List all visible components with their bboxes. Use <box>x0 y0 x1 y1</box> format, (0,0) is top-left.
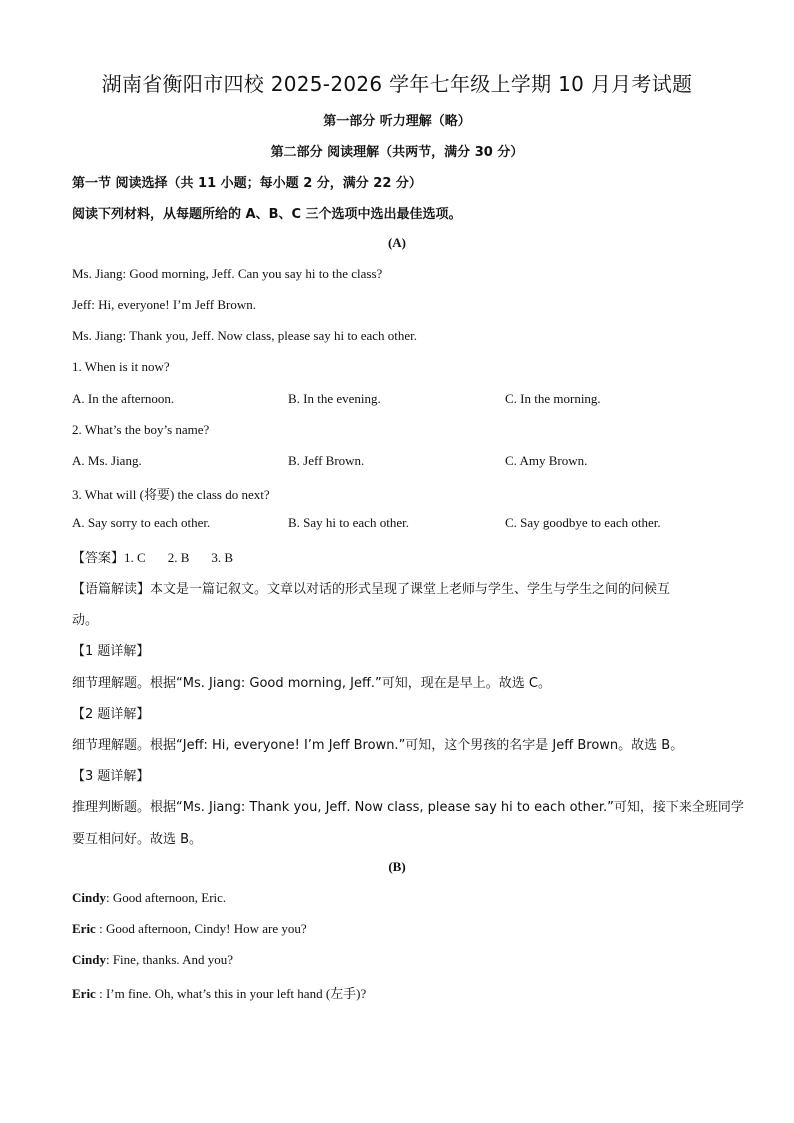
dialogue-text: : Good afternoon, Eric. <box>105 890 227 905</box>
q2-option-b: B. Jeff Brown. <box>288 453 365 468</box>
q1-option-a: A. In the afternoon. <box>72 391 175 406</box>
exam-title: 湖南省衡阳市四校 2025-2026 学年七年级上学期 10 月月考试题 <box>101 72 693 96</box>
dialogue-text: : Fine, thanks. And you? <box>105 952 234 967</box>
detail-2-text: 细节理解题。根据“Jeff: Hi, everyone! I’m Jeff Brown.”可知，这个男孩的名字是 Jeff Brown。故选 B。 <box>72 738 684 753</box>
dialogue-text: : I’m fine. Oh, what’s this in your left hand (左手)? <box>95 986 367 1001</box>
answer-item: 2. B <box>167 550 190 565</box>
speaker-name: Eric <box>72 986 96 1001</box>
dialogue-line: Ms. Jiang: Thank you, Jeff. Now class, please say hi to each other. <box>72 328 418 343</box>
instruction-text: 阅读下列材料，从每题所给的 A、B、C 三个选项中选出最佳选项。 <box>72 207 462 222</box>
passage-a-label: (A) <box>387 235 407 250</box>
answer-line <box>72 547 233 566</box>
part1-heading: 第一部分 听力理解（略） <box>323 114 471 129</box>
speaker-name: Cindy <box>72 890 106 905</box>
speaker-name: Cindy <box>72 952 106 967</box>
answer-label: 【答案】 <box>72 551 125 566</box>
section1-heading: 第一节 阅读选择（共 11 小题；每小题 2 分，满分 22 分） <box>72 176 422 191</box>
q1-option-c: C. In the morning. <box>505 391 601 406</box>
detail-1-label: 【1 题详解】 <box>72 644 150 659</box>
passage-b-label: (B) <box>388 859 406 874</box>
dialogue-line: Jeff: Hi, everyone! I’m Jeff Brown. <box>72 297 256 312</box>
analysis-text: 【语篇解读】本文是一篇记叙文。文章以对话的形式呈现了课堂上老师与学生、学生与学生之间的问候互 <box>72 582 671 597</box>
answer-item: 3. B <box>211 550 234 565</box>
speaker-name: Eric <box>72 921 96 936</box>
analysis-text-cont: 动。 <box>72 613 99 628</box>
detail-1-text: 细节理解题。根据“Ms. Jiang: Good morning, Jeff.”可知，现在是早上。故选 C。 <box>72 676 551 691</box>
answer-item: 1. C <box>124 550 146 565</box>
q3-option-b: B. Say hi to each other. <box>288 515 409 530</box>
q2-option-c: C. Amy Brown. <box>505 453 588 468</box>
detail-3-text: 推理判断题。根据“Ms. Jiang: Thank you, Jeff. Now class, please say hi to each other.”可知，接下来全班同学 <box>72 800 744 815</box>
q2-option-a: A. Ms. Jiang. <box>72 453 142 468</box>
dialogue-line <box>72 983 366 1002</box>
dialogue-line <box>72 890 226 906</box>
question-2: 2. What’s the boy’s name? <box>72 422 210 437</box>
q1-option-b: B. In the evening. <box>288 391 381 406</box>
detail-2-label: 【2 题详解】 <box>72 707 150 722</box>
detail-3-label: 【3 题详解】 <box>72 769 150 784</box>
question-1: 1. When is it now? <box>72 359 170 374</box>
dialogue-line <box>72 952 233 968</box>
dialogue-text: : Good afternoon, Cindy! How are you? <box>95 921 307 936</box>
q3-option-a: A. Say sorry to each other. <box>72 515 211 530</box>
part2-heading: 第二部分 阅读理解（共两节，满分 30 分） <box>270 145 524 160</box>
q3-option-c: C. Say goodbye to each other. <box>505 515 661 530</box>
dialogue-line <box>72 921 307 937</box>
question-3: 3. What will (将要) the class do next? <box>72 487 270 502</box>
dialogue-line: Ms. Jiang: Good morning, Jeff. Can you say hi to the class? <box>72 266 383 281</box>
detail-3-text-cont: 要互相问好。故选 B。 <box>72 832 203 847</box>
